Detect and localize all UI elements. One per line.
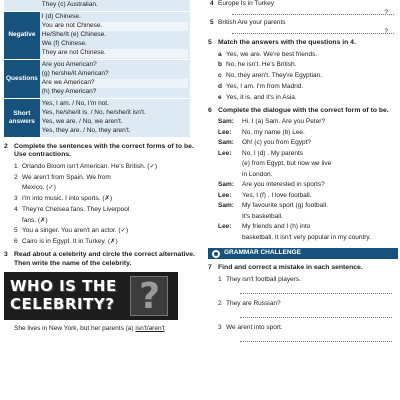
speaker: Lee: <box>218 149 232 157</box>
item-number <box>14 217 22 225</box>
exercise-instructions: Find and correct a mistake in each sentence. <box>218 264 363 272</box>
table-line: They are not Chinese. <box>42 49 188 58</box>
line-text: It's basketball. <box>242 212 283 220</box>
item-text: fans. (✗) <box>22 216 48 224</box>
item-number: 1 <box>218 275 222 283</box>
table-header-blank <box>4 0 40 12</box>
line-text: Yes, I (f) . I love football. <box>242 191 312 199</box>
banner-line: CELEBRITY? <box>10 295 115 314</box>
dialogue <box>218 118 400 242</box>
table-line: Yes, he/she/it is. / No, he/she/it isn't. <box>41 109 146 116</box>
exercise-number: 3 <box>4 251 8 259</box>
exercise-3-title <box>4 251 196 268</box>
line-text: (e) from Egypt, but now we live <box>242 160 332 168</box>
exercise-number: 5 <box>208 39 212 47</box>
bio-choice[interactable]: isn't/aren't <box>135 325 165 333</box>
exercise-number: 2 <box>4 143 8 150</box>
item-text: They are Russian? <box>226 299 281 307</box>
item-text: We aren't from Spain. We from <box>22 173 111 181</box>
exercise-instructions: Complete the sentences with the correct forms of to be. Use contractions. <box>14 143 194 159</box>
item-number: 2 <box>14 173 18 181</box>
table-cell <box>40 0 190 12</box>
table-line: Are you American? <box>41 61 97 68</box>
question-mark-icon: ? <box>139 276 160 318</box>
grammar-challenge-banner <box>208 248 398 259</box>
item-number: 3 <box>14 195 18 203</box>
line-text: basketball. It isn't very popular in my country. <box>242 233 372 241</box>
dialogue-line <box>218 171 400 179</box>
table-line: They (c) Australian. <box>41 1 98 8</box>
dialogue-line <box>218 213 400 221</box>
item-text: No, he isn't. He's British. <box>226 61 297 69</box>
item-text: No, they aren't. They're Egyptian. <box>226 72 322 80</box>
item-text: Orlando Bloom isn't American. He's British. (✓) <box>22 162 158 170</box>
line-text: Are you interested in sports? <box>242 181 325 189</box>
table-cell <box>40 60 190 99</box>
dialogue-line <box>218 234 400 242</box>
table-cell <box>40 12 190 60</box>
item-number: 5 <box>210 19 214 27</box>
question-mark: ? <box>384 9 388 17</box>
list-item <box>218 324 400 332</box>
item-letter: e <box>218 93 222 101</box>
speaker: Lee: <box>218 128 232 136</box>
exercise-instructions: Complete the dialogue with the correct form of to be. <box>218 106 389 114</box>
celebrity-banner-text <box>10 277 117 313</box>
table-line: Are we American? <box>42 79 188 88</box>
table-line: You are not Chinese. <box>42 22 188 31</box>
exercise-number: 7 <box>208 264 212 272</box>
table-header-short-answers: Short answers <box>4 99 40 138</box>
celebrity-bio <box>14 325 196 333</box>
item-number: 1 <box>14 162 18 170</box>
table-line: I (d) Chinese. <box>41 13 81 20</box>
dialogue-line <box>218 129 400 137</box>
list-item <box>14 238 196 246</box>
item-text: Yes, we are. We're best friends. <box>226 50 318 58</box>
table-line: We (f) Chinese. <box>41 40 87 47</box>
speaker <box>218 213 242 221</box>
table-line: Yes, we are. / No, we aren't. <box>41 118 123 125</box>
list-item <box>218 61 400 69</box>
exercise-number: 6 <box>208 106 212 114</box>
item-letter: a <box>218 50 222 58</box>
item-text: Mexico. (✓) <box>22 184 56 192</box>
right-column <box>204 0 400 348</box>
list-item <box>14 184 196 192</box>
exercise-5-items <box>218 51 400 102</box>
item-number: 6 <box>14 238 18 245</box>
item-text: They're Chelsea fans. They Liverpool <box>22 205 130 213</box>
list-item <box>218 276 400 284</box>
celebrity-banner <box>4 272 178 320</box>
target-icon <box>212 250 220 258</box>
item-text: Yes, I am. I'm from Madrid. <box>226 82 304 90</box>
item-text: We arent into sport. <box>226 323 283 331</box>
dialogue-line <box>218 160 400 168</box>
banner-line: WHO IS THE <box>10 277 117 296</box>
bio-text: She lives in New York, but her parents (a) <box>14 325 136 333</box>
item-number: 4 <box>14 205 18 213</box>
list-item <box>14 163 196 171</box>
speaker: Sam: <box>218 202 234 210</box>
exercise-2-items <box>14 163 196 246</box>
line-text: My friends and I (h) into <box>242 223 311 231</box>
table-line: (g) he/she/it American? <box>41 70 109 77</box>
speaker: Sam: <box>218 181 234 189</box>
exercise-4-items <box>210 0 400 34</box>
dialogue-line <box>218 192 400 200</box>
item-number <box>14 184 22 192</box>
exercise-instructions: Read about a celebrity and circle the correct alternative. Then write the name of the celebrity. <box>14 251 195 267</box>
list-item <box>210 0 400 8</box>
dialogue-line <box>218 181 400 189</box>
list-item <box>210 19 400 27</box>
item-letter: b <box>218 61 222 69</box>
answer-line[interactable] <box>240 286 392 294</box>
list-item <box>14 206 196 214</box>
answer-line[interactable] <box>232 9 394 15</box>
table-line: Yes, I am. / No, I'm not. <box>41 100 109 107</box>
exercise-6-title <box>208 107 400 115</box>
list-item <box>14 174 196 182</box>
item-text: I'm into music. I into sports. (✗) <box>22 195 113 203</box>
item-number: 3 <box>218 323 222 331</box>
list-item <box>14 217 196 225</box>
item-number: 2 <box>218 299 222 307</box>
item-text: British Are your parents <box>218 19 286 27</box>
challenge-label: GRAMMAR CHALLENGE <box>224 249 301 257</box>
table-cell <box>40 99 190 138</box>
line-text: in London. <box>242 170 273 178</box>
grammar-table <box>4 0 190 138</box>
answer-line[interactable] <box>232 28 394 34</box>
item-text: They isn't football players. <box>226 275 301 283</box>
item-text: Cairo is in Egypt. It in Turkey. (✗) <box>22 238 118 245</box>
dialogue-line <box>218 139 400 147</box>
item-number: 5 <box>14 227 18 235</box>
item-number: 4 <box>210 0 214 7</box>
line-text: No, I (d) . My parents <box>242 149 304 157</box>
table-line: Yes, they are. / No, they aren't. <box>41 127 131 134</box>
speaker: Lee: <box>218 191 232 199</box>
item-text: Yes, it is, and it's in Asia. <box>226 93 297 101</box>
list-item <box>218 72 400 80</box>
item-letter: d <box>218 82 222 90</box>
exercise-7-title <box>208 264 400 272</box>
line-text: My favourite sport (g) football. <box>242 202 328 210</box>
item-text: You a singer. You aren't an actor. (✓) <box>22 227 129 235</box>
question-mark: ? <box>384 28 388 36</box>
list-item <box>14 195 196 203</box>
answer-line[interactable] <box>240 334 392 342</box>
table-header-negative: Negative <box>4 12 40 60</box>
table-header-questions: Questions <box>4 60 40 99</box>
exercise-7-items <box>218 276 400 342</box>
answer-line[interactable] <box>240 310 392 318</box>
exercise-2-title <box>4 143 196 160</box>
list-item <box>218 94 400 102</box>
item-letter: c <box>218 72 222 80</box>
speaker: Sam: <box>218 139 234 147</box>
speaker: Lee: <box>218 223 232 231</box>
dialogue-line <box>218 223 400 231</box>
line-text: Hi. I (a) Sam. Are you Peter? <box>242 118 326 126</box>
list-item <box>218 51 400 59</box>
speaker <box>218 171 242 179</box>
table-line: He/She/It (e) Chinese. <box>41 31 107 38</box>
list-item <box>14 227 196 235</box>
exercise-instructions: Match the answers with the questions in 4. <box>218 39 356 47</box>
dialogue-line <box>218 150 400 158</box>
line-text: No, my name (b) Lee. <box>242 128 305 136</box>
dialogue-line <box>218 202 400 210</box>
line-text: Oh! (c) you from Egypt? <box>242 139 311 147</box>
exercise-5-title <box>208 39 400 47</box>
speaker <box>218 234 242 242</box>
list-item <box>218 83 400 91</box>
dialogue-line <box>218 118 400 126</box>
table-line: (h) they American? <box>41 88 97 95</box>
list-item <box>218 300 400 308</box>
speaker: Sam: <box>218 118 234 126</box>
left-column <box>0 0 196 333</box>
item-text: Europe Is in Turkey <box>218 0 274 7</box>
speaker <box>218 160 242 168</box>
